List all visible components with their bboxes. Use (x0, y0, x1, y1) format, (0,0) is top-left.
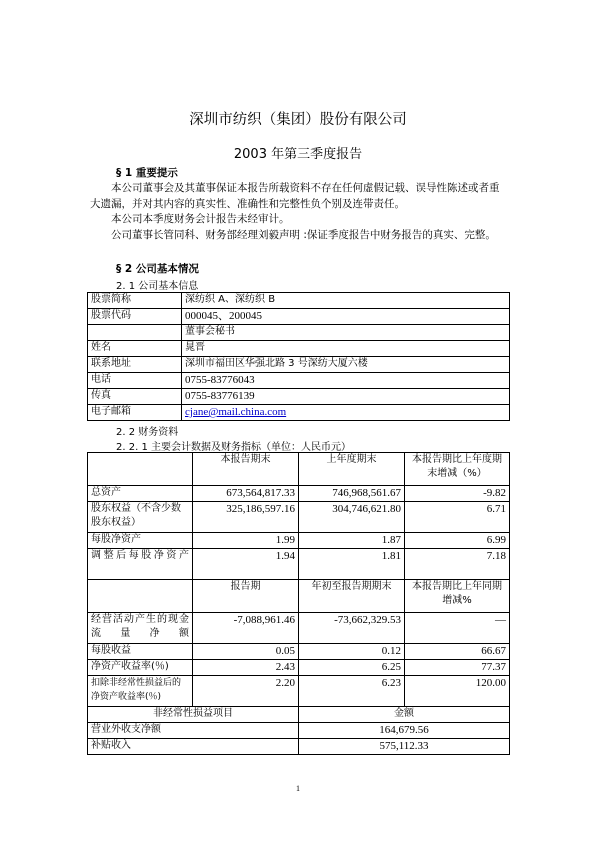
info-value: 董事会秘书 (182, 325, 510, 341)
page-number: 1 (296, 784, 300, 793)
cell-value: 6.25 (299, 660, 405, 676)
report-title: 2003 年第三季度报告 (233, 147, 363, 162)
info-value: 000045、200045 (182, 309, 510, 325)
financial-table (87, 452, 510, 755)
table-row (88, 293, 510, 309)
cell-value: 120.00 (405, 676, 510, 707)
cell-value: 746,968,561.67 (299, 486, 405, 502)
table-row (88, 486, 510, 502)
table-row (88, 405, 510, 421)
info-value: 0755-83776139 (182, 389, 510, 405)
info-label: 联系地址 (88, 357, 182, 373)
column-header: 本报告期末 (193, 453, 299, 486)
row-label: 每股净资产 (88, 533, 193, 549)
cell-value: 164,679.56 (299, 723, 510, 739)
cell-value: 325,186,597.16 (193, 502, 299, 533)
cell-value: 7.18 (405, 549, 510, 580)
cell-value: 66.67 (405, 644, 510, 660)
table-row (88, 660, 510, 676)
table-row (88, 613, 510, 644)
cell-value: 673,564,817.33 (193, 486, 299, 502)
company-title: 深圳市纺织（集团）股份有限公司 (189, 112, 407, 128)
section1-para1: 本公司董事会及其董事保证本报告所载资料不存在任何虚假记载、误导性陈述或者重大遗漏，并对其内容的真实性、准确性和完整性负个别及连带责任。 (90, 182, 500, 210)
cell-value: -9.82 (405, 486, 510, 502)
info-label: 姓名 (88, 341, 182, 357)
table-row (88, 723, 510, 739)
info-label: 股票简称 (88, 293, 182, 309)
cell-value: 0.05 (193, 644, 299, 660)
info-label: 电话 (88, 373, 182, 389)
cell-value: 2.43 (193, 660, 299, 676)
table-row (88, 309, 510, 325)
cell-value: 575,112.33 (299, 739, 510, 755)
cell-value: 1.99 (193, 533, 299, 549)
row-label: 净资产收益率(％) (88, 660, 193, 676)
info-label: 股票代码 (88, 309, 182, 325)
cell-value: 1.94 (193, 549, 299, 580)
info-label: 传真 (88, 389, 182, 405)
column-header: 本报告期比上年度期末增减（%） (405, 453, 510, 486)
row-label: 营业外收支净额 (88, 723, 299, 739)
row-label: 经营活动产生的现金流量净额 (88, 613, 193, 644)
info-value: 深纺织 A、深纺织 B (182, 293, 510, 309)
header-blank (88, 580, 193, 613)
email-link[interactable]: cjane@mail.china.com (185, 406, 287, 418)
row-label: 补贴收入 (88, 739, 299, 755)
table-row (88, 533, 510, 549)
column-header: 上年度期末 (299, 453, 405, 486)
cell-value: -73,662,329.53 (299, 613, 405, 644)
cell-value: -7,088,961.46 (193, 613, 299, 644)
cell-value: 6.23 (299, 676, 405, 707)
cell-value: 6.99 (405, 533, 510, 549)
column-header: 报告期 (193, 580, 299, 613)
info-value: 深圳市福田区华强北路 3 号深纺大厦六楼 (182, 357, 510, 373)
table-header-row (88, 580, 510, 613)
cell-value: 0.12 (299, 644, 405, 660)
table-row (88, 676, 510, 707)
table-header-row (88, 453, 510, 486)
column-header: 金额 (299, 707, 510, 723)
subsection-key-data: 2. 2. 1 主要会计数据及财务指标（单位：人民币元） (116, 442, 351, 453)
column-header: 非经常性损益项目 (88, 707, 299, 723)
row-label: 股东权益（不含少数股东权益） (88, 502, 193, 533)
table-row (88, 341, 510, 357)
column-header: 本报告期比上年同期增减% (405, 580, 510, 613)
cell-value: 77.37 (405, 660, 510, 676)
info-label (88, 325, 182, 341)
cell-value: 2.20 (193, 676, 299, 707)
header-blank (88, 453, 193, 486)
table-row (88, 549, 510, 580)
table-header-row (88, 707, 510, 723)
subsection-financial: 2. 2 财务资料 (116, 427, 179, 438)
section1-heading: § 1 重要提示 (116, 167, 178, 179)
table-row (88, 389, 510, 405)
row-label: 调整后每股净资产 (88, 549, 193, 580)
column-header: 年初至报告期期末 (299, 580, 405, 613)
table-row (88, 357, 510, 373)
row-label: 每股收益 (88, 644, 193, 660)
basic-info-table (87, 292, 510, 421)
row-label: 扣除非经常性损益后的净资产收益率(％) (88, 676, 193, 707)
table-row (88, 502, 510, 533)
section1-para2: 本公司本季度财务会计报告未经审计。 (111, 213, 290, 225)
table-row (88, 325, 510, 341)
section2-heading: § 2 公司基本情况 (116, 263, 199, 275)
subsection-basic-info: 2. 1 公司基本信息 (116, 281, 199, 292)
info-value: 0755-83776043 (182, 373, 510, 389)
info-value: 晁晋 (182, 341, 510, 357)
info-label: 电子邮箱 (88, 405, 182, 421)
section1-para3: 公司董事长管同科、财务部经理刘毅声明 :保证季度报告中财务报告的真实、完整。 (111, 229, 496, 241)
email-cell (182, 405, 510, 421)
cell-value: 304,746,621.80 (299, 502, 405, 533)
cell-value: — (405, 613, 510, 644)
table-row (88, 644, 510, 660)
cell-value: 1.87 (299, 533, 405, 549)
cell-value: 1.81 (299, 549, 405, 580)
table-row (88, 739, 510, 755)
table-row (88, 373, 510, 389)
row-label: 总资产 (88, 486, 193, 502)
cell-value: 6.71 (405, 502, 510, 533)
